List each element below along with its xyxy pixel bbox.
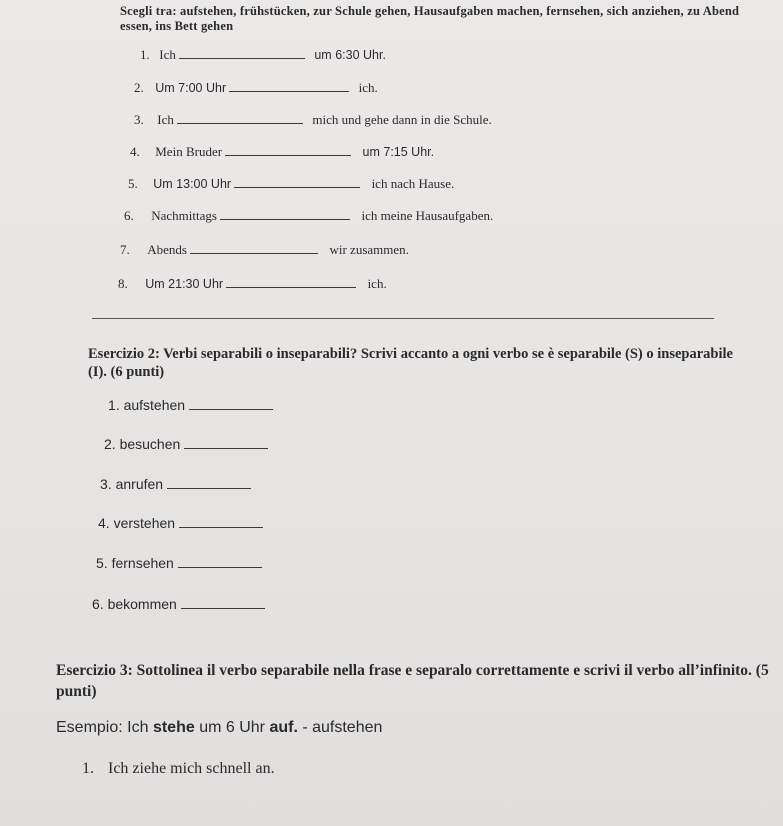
item-text-before: Mein Bruder xyxy=(155,144,223,159)
item-sentence[interactable]: Ich ziehe mich schnell an. xyxy=(108,760,275,777)
item-number: 1. xyxy=(140,47,150,62)
item-text-before: Ich xyxy=(157,112,174,127)
item-number: 6. xyxy=(92,596,104,612)
exercise1-item-8 xyxy=(118,276,387,292)
answer-blank[interactable] xyxy=(234,186,360,188)
answer-blank[interactable] xyxy=(226,286,356,288)
exercise1-item-6 xyxy=(124,208,493,224)
exercise1-item-4 xyxy=(130,144,434,160)
item-text-after: ich meine Hausaufgaben. xyxy=(361,208,494,223)
item-text-after: ich. xyxy=(358,80,378,95)
exercise1-item-2 xyxy=(134,80,378,96)
answer-blank[interactable] xyxy=(190,252,318,254)
exercise2-item-5 xyxy=(96,555,262,571)
item-text-after: ich. xyxy=(367,276,387,291)
item-text-before: Ich xyxy=(159,47,176,62)
item-verb: verstehen xyxy=(113,515,176,531)
item-text-after: um 7:15 Uhr. xyxy=(362,145,435,159)
exercise1-item-1 xyxy=(140,47,386,63)
example-middle: um 6 Uhr xyxy=(199,719,265,736)
item-number: 4. xyxy=(98,515,110,531)
example-suffix: - aufstehen xyxy=(302,719,383,736)
exercise2-item-2 xyxy=(104,436,268,452)
item-text-before: Nachmittags xyxy=(151,208,217,223)
item-text-before: Um 7:00 Uhr xyxy=(155,81,227,95)
item-verb: anrufen xyxy=(115,476,164,492)
item-verb: besuchen xyxy=(119,436,181,452)
item-text-before: Abends xyxy=(147,242,187,257)
item-number: 1. xyxy=(82,760,94,777)
answer-blank[interactable] xyxy=(179,526,263,528)
item-verb: bekommen xyxy=(107,596,177,612)
exercise2-item-3 xyxy=(100,476,251,492)
item-number: 5. xyxy=(128,176,138,191)
item-verb: aufstehen xyxy=(123,397,186,413)
answer-blank[interactable] xyxy=(220,218,350,220)
exercise2-title: Esercizio 2: Verbi separabili o inseparabili? Scrivi accanto a ogni verbo se è separabile (S) o inseparabile (I). (6 punti) xyxy=(88,346,733,380)
exercise2-item-6 xyxy=(92,596,265,612)
item-number: 8. xyxy=(118,276,128,291)
answer-blank[interactable] xyxy=(229,90,349,92)
item-number: 1. xyxy=(108,397,120,413)
exercise1-instructions: Scegli tra: aufstehen, frühstücken, zur Schule gehen, Hausaufgaben machen, fernsehen, sich anziehen, zu Abend essen, ins Bett gehen xyxy=(120,4,740,33)
answer-blank[interactable] xyxy=(189,408,273,410)
exercise1-item-3 xyxy=(134,112,492,128)
exercise2-item-4 xyxy=(98,515,263,531)
answer-blank[interactable] xyxy=(181,607,265,609)
example-prefix: Esempio: Ich xyxy=(56,719,149,736)
item-text-after: ich nach Hause. xyxy=(371,176,455,191)
item-number: 5. xyxy=(96,555,108,571)
exercise2-item-1 xyxy=(108,397,273,413)
exercise1-item-5 xyxy=(128,176,454,192)
item-text-before: Um 21:30 Uhr xyxy=(145,277,224,291)
item-text-after: mich und gehe dann in die Schule. xyxy=(312,112,492,127)
exercise3-item-1 xyxy=(82,760,275,778)
exercise3-example xyxy=(56,719,382,737)
item-number: 2. xyxy=(134,80,144,95)
item-verb: fernsehen xyxy=(111,555,174,571)
item-number: 2. xyxy=(104,436,116,452)
answer-blank[interactable] xyxy=(179,57,305,59)
answer-blank[interactable] xyxy=(225,154,351,156)
section-divider xyxy=(92,318,714,319)
item-number: 3. xyxy=(134,112,144,127)
exercise3-title: Esercizio 3: Sottolinea il verbo separabile nella frase e separalo correttamente e scrivi il verbo all’infinito. (5 punti) xyxy=(56,662,769,700)
example-verb: stehe xyxy=(152,719,195,736)
item-number: 4. xyxy=(130,144,140,159)
item-text-after: wir zusammen. xyxy=(329,242,409,257)
answer-blank[interactable] xyxy=(178,566,262,568)
item-text-after: um 6:30 Uhr. xyxy=(314,48,386,62)
exercise1-item-7 xyxy=(120,242,409,258)
item-number: 6. xyxy=(124,208,134,223)
answer-blank[interactable] xyxy=(167,487,251,489)
item-number: 3. xyxy=(100,476,112,492)
example-particle: auf. xyxy=(269,719,298,736)
item-text-before: Um 13:00 Uhr xyxy=(153,177,232,191)
answer-blank[interactable] xyxy=(184,447,268,449)
item-number: 7. xyxy=(120,242,130,257)
answer-blank[interactable] xyxy=(177,122,303,124)
